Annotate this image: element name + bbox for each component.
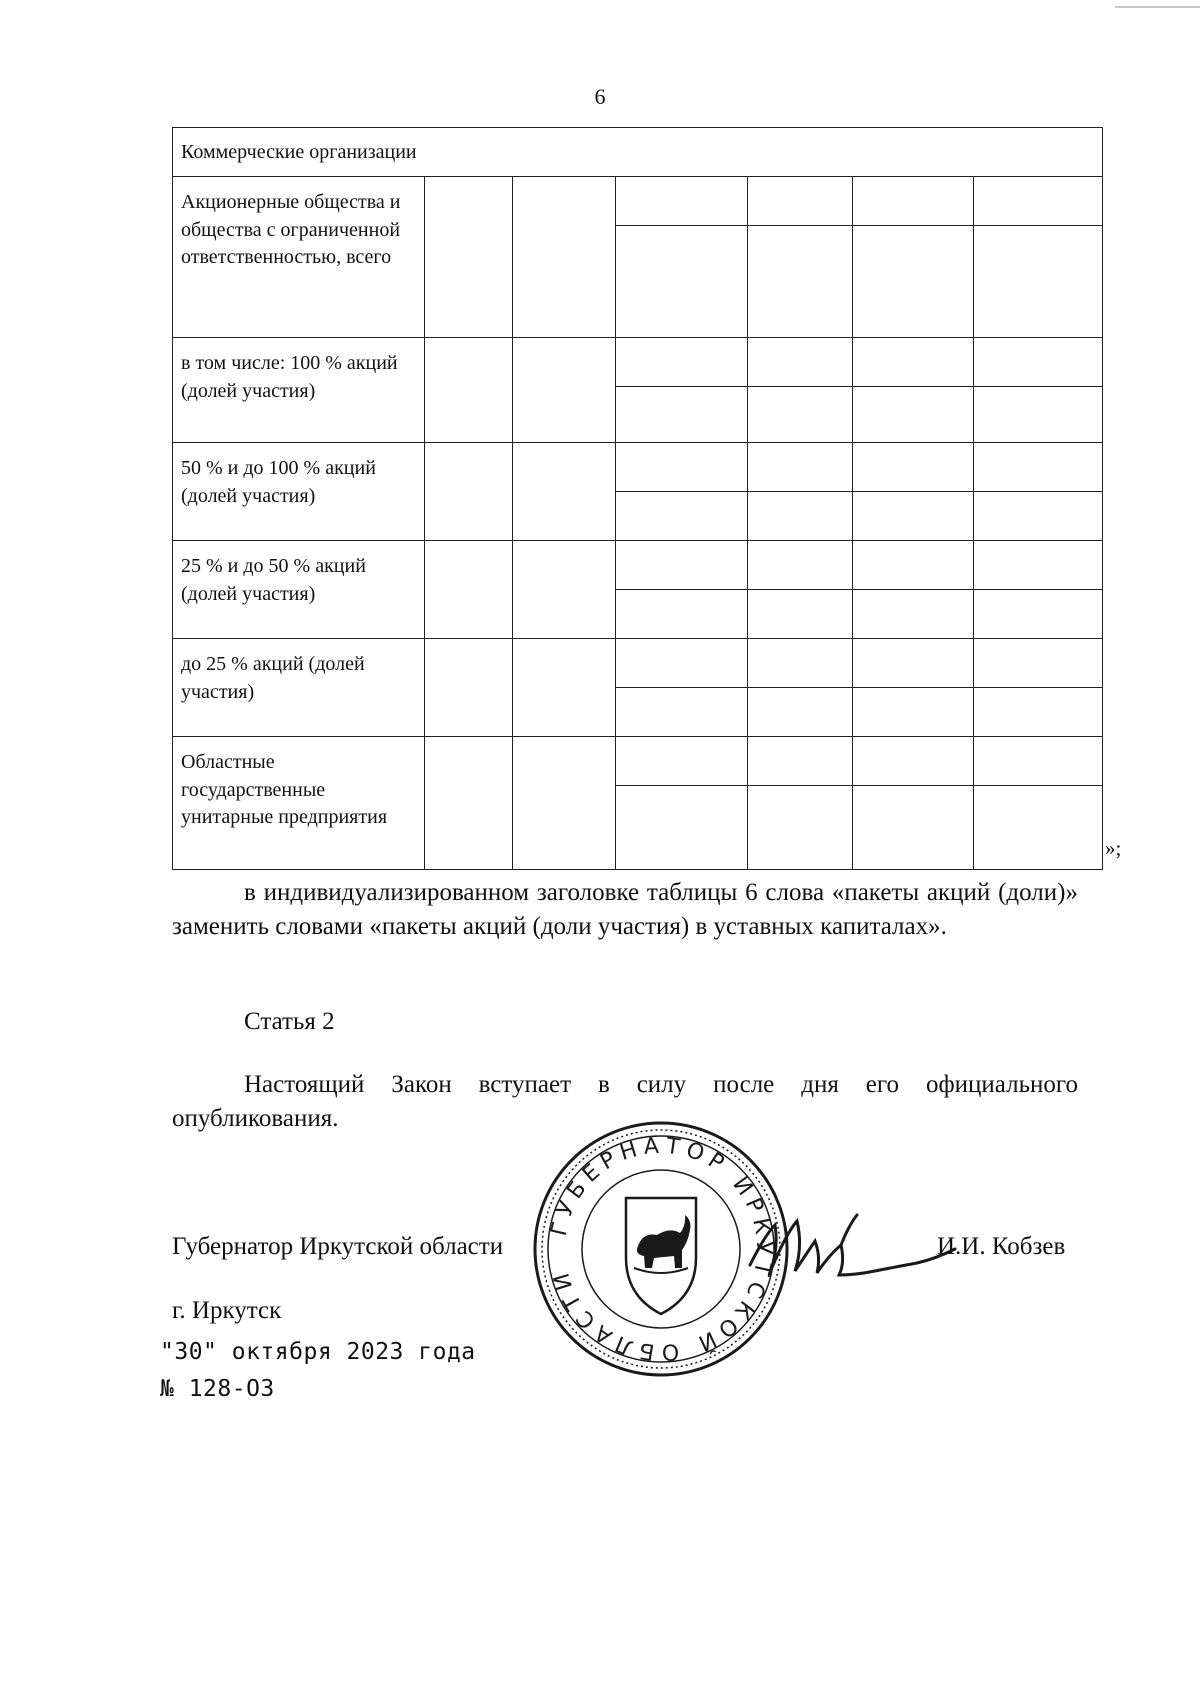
table-row xyxy=(173,338,1103,387)
signatory-name: И.И. Кобзев xyxy=(937,1233,1066,1260)
signing-date: "30" октября 2023 года xyxy=(160,1339,476,1365)
table-header-row xyxy=(173,128,1103,177)
signatory-position: Губернатор Иркутской области xyxy=(172,1233,504,1260)
row-label: 50 % и до 100 % акций (долей участия) xyxy=(173,443,425,541)
row-label: Акционерные общества и общества с ограниченной ответственностью, всего xyxy=(173,177,425,338)
table-row xyxy=(173,541,1103,590)
table-row xyxy=(173,639,1103,688)
row-label: до 25 % акций (долей участия) xyxy=(173,639,425,737)
table-header-cell: Коммерческие организации xyxy=(173,128,1103,177)
row-label: в том числе: 100 % акций (долей участия) xyxy=(173,338,425,443)
svg-text:ГУБЕРНАТОР ИРКУТСКОЙ ОБЛАСТИ: ГУБЕРНАТОР ИРКУТСКОЙ ОБЛАСТИ xyxy=(546,1133,777,1365)
table-row xyxy=(173,177,1103,226)
table-closing-quote: »; xyxy=(1105,836,1122,860)
law-number: № 128-ОЗ xyxy=(160,1376,275,1402)
handwritten-signature xyxy=(745,1205,965,1295)
article-text: Настоящий Закон вступает в силу после дня его официального опубликования. xyxy=(172,1071,1078,1132)
amendment-paragraph: в индивидуализированном заголовке таблицы 6 слова «пакеты акций (доли)» заменить словами «пакеты акций (доли участия) в уставных капиталах». xyxy=(172,879,1078,940)
row-label: 25 % и до 50 % акций (долей участия) xyxy=(173,541,425,639)
page-number: 6 xyxy=(594,84,606,109)
table-row xyxy=(173,443,1103,492)
scan-edge-line xyxy=(1115,6,1200,8)
signing-city: г. Иркутск xyxy=(172,1297,282,1324)
table-row xyxy=(173,737,1103,786)
shares-table xyxy=(172,127,1103,870)
article-heading: Статья 2 xyxy=(244,1008,335,1035)
row-label: Областные государственные унитарные предприятия xyxy=(173,737,425,870)
